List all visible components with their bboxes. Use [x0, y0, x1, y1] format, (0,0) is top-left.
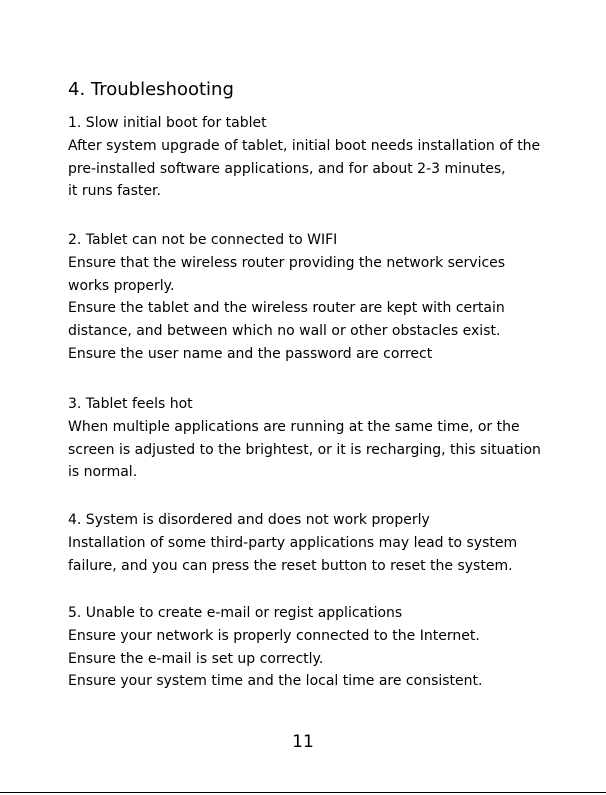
troubleshooting-item-hot [68, 393, 568, 484]
item-text-line: Installation of some third-party applications may lead to system [68, 534, 518, 551]
item-text-line: Ensure the user name and the password are correct [68, 345, 433, 362]
item-text-line: it runs faster. [68, 183, 161, 200]
item-text-line: works properly. [68, 277, 175, 294]
page-title: 4. Troubleshooting [68, 79, 234, 100]
item-text-line: is normal. [68, 464, 138, 481]
item-text-line: failure, and you can press the reset button to reset the system. [68, 557, 513, 574]
troubleshooting-item-email [68, 602, 568, 693]
troubleshooting-item-system-disordered [68, 509, 568, 577]
item-title: 5. Unable to create e-mail or regist applications [68, 605, 403, 621]
item-text-line: Ensure that the wireless router providing the network services [68, 254, 506, 271]
item-text-line: Ensure your network is properly connected to the Internet. [68, 627, 480, 644]
item-text-line: distance, and between which no wall or other obstacles exist. [68, 323, 501, 340]
item-text-line: After system upgrade of tablet, initial boot needs installation of the [68, 137, 541, 154]
troubleshooting-item-wifi [68, 229, 568, 366]
item-title: 1. Slow initial boot for tablet [68, 115, 267, 131]
item-title: 3. Tablet feels hot [68, 396, 193, 412]
item-text-line: Ensure the e-mail is set up correctly. [68, 650, 324, 667]
page-number: 11 [292, 732, 314, 752]
item-title: 2. Tablet can not be connected to WIFI [68, 232, 338, 248]
item-text-line: screen is adjusted to the brightest, or it is recharging, this situation [68, 441, 541, 458]
item-title: 4. System is disordered and does not work properly [68, 512, 430, 528]
page-bottom-border [0, 792, 606, 793]
item-text-line: pre-installed software applications, and for about 2-3 minutes, [68, 160, 506, 177]
item-text-line: When multiple applications are running at the same time, or the [68, 418, 520, 435]
item-text-line: Ensure your system time and the local time are consistent. [68, 673, 483, 690]
troubleshooting-item-slow-boot [68, 112, 568, 203]
item-text-line: Ensure the tablet and the wireless router are kept with certain [68, 300, 505, 317]
